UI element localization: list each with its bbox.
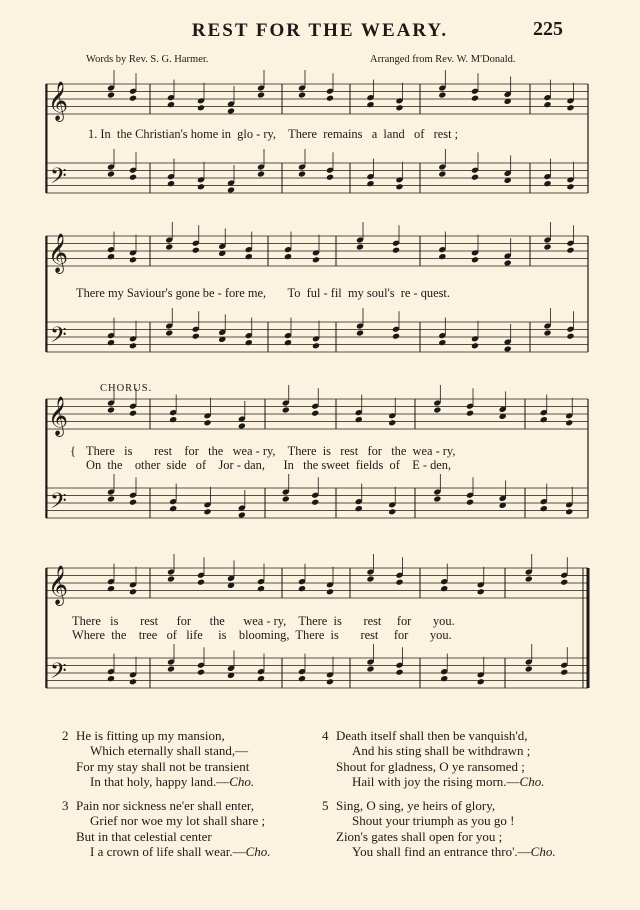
system-3-treble-note — [433, 406, 441, 413]
system-2-bass-note — [192, 333, 200, 340]
chorus-label: CHORUS. — [100, 383, 153, 394]
system-3-bass-note — [565, 508, 573, 515]
verse-line: Zion's gates shall open for you ; — [336, 828, 503, 844]
refrain-marker: Cho. — [229, 774, 255, 790]
music-credit: Arranged from Rev. W. M'Donald. — [370, 54, 516, 65]
system-3-bass-note — [169, 505, 177, 512]
system-2-bass-note — [284, 339, 292, 346]
system-2-treble-note — [566, 247, 574, 254]
system-3-treble-note — [282, 406, 290, 413]
system-1-treble-note — [129, 95, 137, 102]
system-1-treble-note — [227, 107, 235, 114]
system-2-bass-note — [107, 339, 115, 346]
system-4-bass-note — [326, 678, 334, 685]
system-4-treble-note — [257, 585, 265, 592]
verse-line: Grief nor woe my lot shall share ; — [90, 813, 266, 829]
system-1-treble-note — [257, 91, 265, 98]
system-1-bass-note — [298, 170, 306, 177]
verse-line: For my stay shall not be transient — [76, 758, 250, 774]
system-3-treble-note — [540, 416, 548, 423]
system-4-treble-note — [298, 585, 306, 592]
system-2-bass-note — [471, 342, 479, 349]
chorus-lyric-line-2: On the other side of Jor - dan, In the sweet fields of E - den, — [86, 458, 452, 472]
system-2-bass-note — [392, 333, 400, 340]
system-3-bass-note — [238, 511, 246, 518]
system-3-treble-note — [203, 419, 211, 426]
system-2-treble-note — [543, 243, 551, 250]
system-1-bass-note — [107, 170, 115, 177]
chorus-lyric-line-4: Where the tree of life is blooming, There is rest for you. — [72, 628, 452, 642]
bass-clef-icon: 𝄢 — [50, 323, 67, 353]
system-2-treble-note — [471, 256, 479, 263]
lyric-line-system-2: There my Saviour's gone be - fore me, To ful - fil my soul's re - quest. — [76, 286, 450, 300]
verse-line: He is fitting up my mansion, — [76, 728, 225, 743]
system-1-treble-note — [438, 91, 446, 98]
system-1-bass-note — [543, 180, 551, 187]
system-1-treble-note — [107, 91, 115, 98]
system-1-treble-note — [197, 104, 205, 111]
system-2-treble-note — [165, 243, 173, 250]
system-1-treble-note — [298, 91, 306, 98]
system-2-treble-note — [284, 253, 292, 260]
system-4-treble-note — [107, 585, 115, 592]
system-2-bass-note — [543, 329, 551, 336]
system-1-treble-note — [566, 104, 574, 111]
verse-4 — [322, 728, 544, 790]
system-1-treble-note — [326, 95, 334, 102]
system-2-treble-note — [129, 256, 137, 263]
system-3-bass-note — [388, 508, 396, 515]
system-2-treble-note — [107, 253, 115, 260]
treble-clef-icon: 𝄞 — [48, 233, 69, 273]
system-4-bass-note — [298, 675, 306, 682]
bass-clef-icon: 𝄢 — [50, 489, 67, 519]
hymn-title: REST FOR THE WEARY. — [191, 20, 449, 41]
system-3-treble-note — [238, 422, 246, 429]
system-3-bass-note — [355, 505, 363, 512]
refrain-marker: Cho. — [245, 844, 271, 860]
verse-number: 2 — [62, 728, 69, 743]
system-2-treble-note — [438, 253, 446, 260]
system-3-bass-note — [129, 499, 137, 506]
system-4-bass-note — [257, 675, 265, 682]
system-1-treble-note — [395, 104, 403, 111]
verse-line: Hail with joy the rising morn.— — [352, 774, 520, 790]
system-3-bass-note — [311, 499, 319, 506]
system-3-bass-note — [107, 495, 115, 502]
system-4-bass-note — [477, 678, 485, 685]
system-1-bass-note — [566, 183, 574, 190]
system-4-treble-note — [167, 575, 175, 582]
system-2-bass-note — [566, 333, 574, 340]
system-1-bass-note — [471, 174, 479, 181]
verse-line: I a crown of life shall wear.— — [90, 844, 246, 860]
verse-line: Shout your triumph as you go ! — [352, 813, 515, 829]
chorus-brace-top: { — [70, 444, 76, 458]
system-1-bass-note — [395, 183, 403, 190]
system-1-bass-note — [129, 174, 137, 181]
page-number: 225 — [533, 18, 563, 40]
system-1-treble-note — [366, 101, 374, 108]
system-1-bass-note — [197, 183, 205, 190]
verse-5 — [322, 798, 556, 860]
refrain-marker: Cho. — [530, 844, 556, 860]
verse-line: In that holy, happy land.— — [90, 774, 230, 790]
system-4-treble-note — [525, 575, 533, 582]
system-4-bass-note — [366, 665, 374, 672]
system-2-bass-note — [129, 342, 137, 349]
system-2-treble-note — [192, 247, 200, 254]
verse-line: But in that celestial center — [76, 828, 212, 844]
system-2-bass-note — [312, 342, 320, 349]
verse-number: 3 — [62, 798, 69, 813]
system-1-bass-note — [366, 180, 374, 187]
system-4-treble-note — [366, 575, 374, 582]
system-1-bass-note — [167, 180, 175, 187]
verse-line: Shout for gladness, O ye ransomed ; — [336, 758, 525, 774]
system-2-treble-note — [312, 256, 320, 263]
system-1-treble-note — [167, 101, 175, 108]
system-1-bass-note — [227, 186, 235, 193]
system-3-treble-note — [107, 406, 115, 413]
verse-line: You shall find an entrance thro'.— — [352, 844, 531, 860]
system-4-bass-note — [197, 669, 205, 676]
system-4-treble-note — [395, 579, 403, 586]
system-4-treble-note — [477, 588, 485, 595]
system-3-treble-note — [355, 416, 363, 423]
treble-clef-icon: 𝄞 — [48, 81, 69, 121]
verse-line: And his sting shall be withdrawn ; — [352, 743, 531, 759]
verse-2 — [62, 728, 254, 790]
system-3-bass-note — [466, 499, 474, 506]
system-4-treble-note — [197, 579, 205, 586]
treble-clef-icon: 𝄞 — [48, 565, 69, 605]
system-3-bass-note — [203, 508, 211, 515]
system-4-treble-note — [440, 585, 448, 592]
system-4-bass-note — [167, 665, 175, 672]
system-2-treble-note — [504, 259, 512, 266]
system-4-treble-note — [560, 579, 568, 586]
verse-line: Death itself shall then be vanquish'd, — [336, 728, 528, 743]
system-3-treble-note — [388, 419, 396, 426]
system-3-bass-note — [540, 505, 548, 512]
system-2-treble-note — [245, 253, 253, 260]
system-2-treble-note — [356, 243, 364, 250]
system-4-bass-note — [395, 669, 403, 676]
bass-clef-icon: 𝄢 — [50, 659, 67, 689]
system-4-bass-note — [107, 675, 115, 682]
verse-line: Pain nor sickness ne'er shall enter, — [76, 798, 254, 813]
lyric-line-system-1: 1. In the Christian's home in glo - ry, There remains a land of rest ; — [88, 127, 459, 141]
bass-clef-icon: 𝄢 — [50, 164, 67, 194]
system-3-treble-note — [565, 419, 573, 426]
words-credit: Words by Rev. S. G. Harmer. — [86, 54, 209, 65]
chorus-lyric-line-1: There is rest for the wea - ry, There is rest for the wea - ry, — [86, 444, 456, 458]
system-2-bass-note — [165, 329, 173, 336]
system-4-bass-note — [440, 675, 448, 682]
system-3-bass-note — [282, 495, 290, 502]
system-3-treble-note — [129, 410, 137, 417]
system-1-bass-note — [326, 174, 334, 181]
system-1-bass-note — [438, 170, 446, 177]
system-1-treble-note — [471, 95, 479, 102]
system-2-treble-note — [392, 247, 400, 254]
verse-3 — [62, 798, 271, 860]
system-3-treble-note — [466, 410, 474, 417]
system-4-bass-note — [129, 678, 137, 685]
system-4-bass-note — [525, 665, 533, 672]
system-4-bass-note — [560, 669, 568, 676]
verse-line: Sing, O sing, ye heirs of glory, — [336, 798, 496, 813]
system-4-treble-note — [326, 588, 334, 595]
system-1-treble-note — [543, 101, 551, 108]
system-2-bass-note — [504, 345, 512, 352]
chorus-lyric-line-3: There is rest for the wea - ry, There is rest for you. — [72, 614, 455, 628]
verse-number: 5 — [322, 798, 329, 813]
system-3-treble-note — [169, 416, 177, 423]
treble-clef-icon: 𝄞 — [48, 396, 69, 436]
verse-number: 4 — [322, 728, 329, 743]
system-3-treble-note — [311, 410, 319, 417]
system-2-bass-note — [438, 339, 446, 346]
refrain-marker: Cho. — [519, 774, 545, 790]
system-2-bass-note — [356, 329, 364, 336]
system-2-bass-note — [245, 339, 253, 346]
system-1-bass-note — [257, 170, 265, 177]
verse-line: Which eternally shall stand,— — [90, 743, 249, 759]
system-3-bass-note — [433, 495, 441, 502]
system-4-treble-note — [129, 588, 137, 595]
